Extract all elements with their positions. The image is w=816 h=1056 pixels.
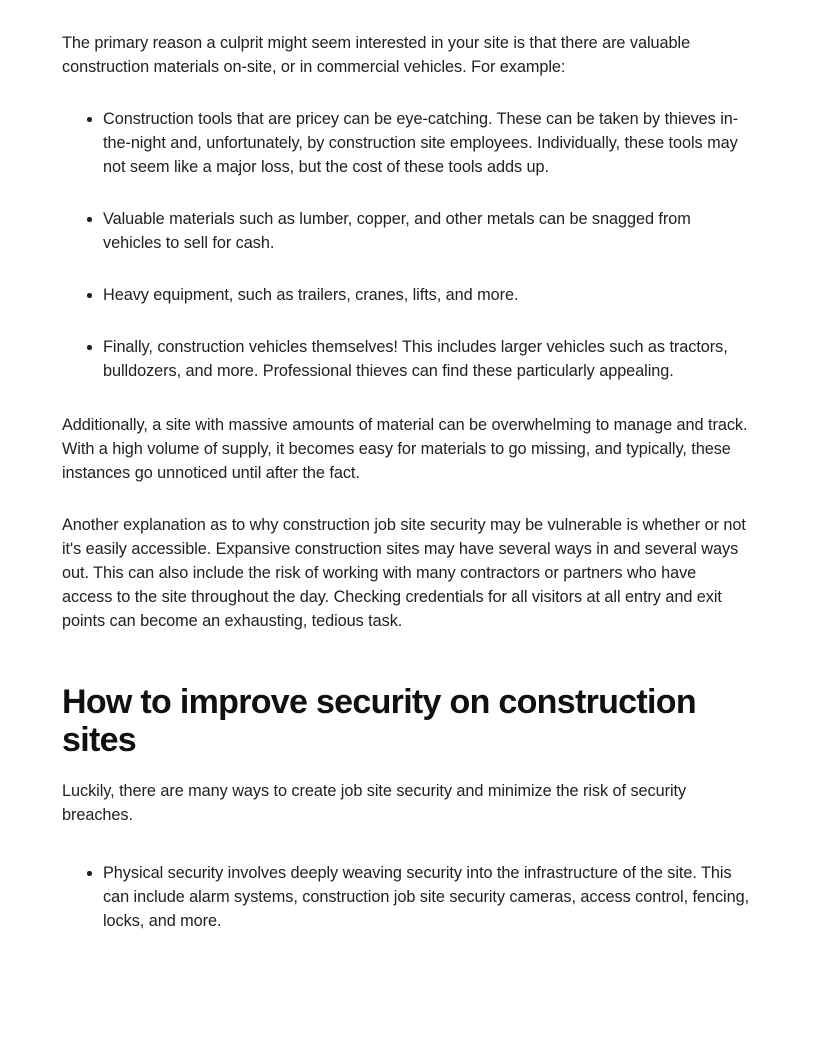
- spacer: [62, 661, 750, 683]
- list-item-text: Valuable materials such as lumber, copper, and other metals can be snagged from vehicles to sell for cash.: [103, 210, 691, 252]
- list-item: [62, 335, 750, 383]
- another-explanation-paragraph: Another explanation as to why construction job site security may be vulnerable is whether or not it's easily accessible. Expansive construction sites may have several ways in and several ways out. This can also include the risk of working with many contractors or partners who have access to the site throughout the day. Checking credentials for all visitors at all entry and exit points can become an exhausting, tedious task.: [62, 516, 746, 630]
- additionally-paragraph: Additionally, a site with massive amounts of material can be overwhelming to manage and track. With a high volume of supply, it becomes easy for materials to go missing, and typically, these instances go unnoticed until after the fact.: [62, 416, 748, 482]
- improvement-bullet-list: [62, 861, 750, 933]
- list-item-text: Finally, construction vehicles themselves! This includes larger vehicles such as tractors, bulldozers, and more. Professional thieves can find these particularly appealing.: [103, 338, 728, 380]
- list-item: [62, 861, 750, 933]
- bullet-dot-icon: [87, 117, 92, 122]
- list-item-text: Heavy equipment, such as trailers, cranes, lifts, and more.: [103, 286, 519, 304]
- bullet-dot-icon: [87, 345, 92, 350]
- intro-paragraph: The primary reason a culprit might seem interested in your site is that there are valuable construction materials on-site, or in commercial vehicles. For example:: [62, 34, 691, 76]
- list-item-text: Construction tools that are pricey can be eye-catching. These can be taken by thieves in-the-night and, unfortunately, by construction site employees. Individually, these tools may not seem like a major loss, but the cost of these tools adds up.: [103, 110, 739, 176]
- list-item: [62, 283, 750, 307]
- bullet-dot-icon: [87, 871, 92, 876]
- bullet-dot-icon: [87, 217, 92, 222]
- luckily-paragraph: Luckily, there are many ways to create job site security and minimize the risk of security breaches.: [62, 782, 687, 824]
- page-title: How to improve security on construction sites: [62, 683, 696, 759]
- list-item-text: Physical security involves deeply weaving security into the infrastructure of the site. This can include alarm systems, construction job site security cameras, access control, fencing, locks, and more.: [103, 864, 750, 930]
- list-item: [62, 207, 750, 255]
- list-item: [62, 107, 750, 179]
- bullet-dot-icon: [87, 293, 92, 298]
- article-body: [62, 31, 750, 933]
- reasons-bullet-list: [62, 107, 750, 383]
